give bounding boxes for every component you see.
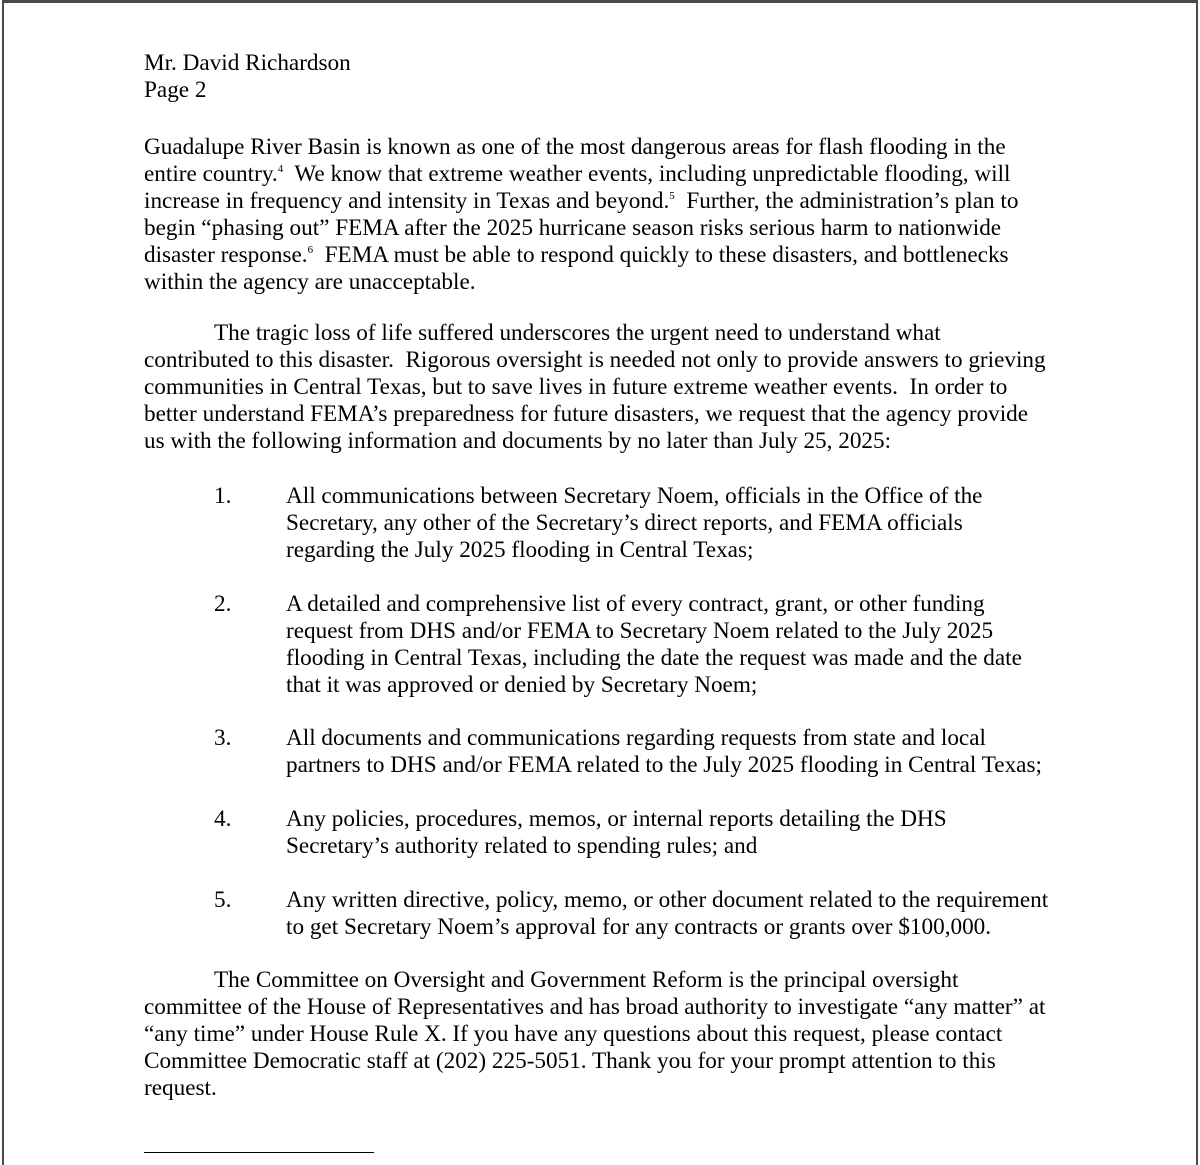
list-line: regarding the July 2025 flooding in Central Texas; — [286, 537, 754, 563]
list-text — [286, 591, 1022, 699]
list-text — [286, 483, 982, 564]
list-line: A detailed and comprehensive list of every contract, grant, or other funding — [286, 591, 985, 617]
list-line: Any written directive, policy, memo, or other document related to the requirement — [286, 887, 1049, 913]
footnote-ref-6: 6 — [307, 244, 314, 256]
paragraph-line: within the agency are unacceptable. — [144, 269, 476, 295]
list-text — [286, 725, 1042, 779]
paragraph-line: committee of the House of Representatives and has broad authority to investigate “any matter” at — [144, 994, 1046, 1020]
paragraph-line: The tragic loss of life suffered underscores the urgent need to understand what — [214, 320, 941, 346]
paragraph-line — [144, 242, 1064, 269]
paragraph-committee-authority — [144, 967, 1064, 1102]
text-run: increase in frequency and intensity in Texas and beyond. — [144, 188, 670, 214]
recipient-name: Mr. David Richardson — [144, 50, 351, 76]
list-text — [286, 806, 947, 860]
list-number: 5. — [214, 887, 232, 913]
list-line: partners to DHS and/or FEMA related to the July 2025 flooding in Central Texas; — [286, 752, 1042, 778]
paragraph-line: begin “phasing out” FEMA after the 2025 hurricane season risks serious harm to nationwide — [144, 215, 1002, 241]
paragraph-flood-risk — [144, 134, 1064, 296]
paragraph-line: us with the following information and documents by no later than July 25, 2025: — [144, 428, 892, 454]
list-number: 3. — [214, 725, 232, 751]
list-line: Any policies, procedures, memos, or internal reports detailing the DHS — [286, 806, 947, 832]
text-run: disaster response. — [144, 242, 308, 268]
paragraph-line: The Committee on Oversight and Government Reform is the principal oversight — [214, 967, 959, 993]
page-number: Page 2 — [144, 77, 207, 103]
paragraph-line: “any time” under House Rule X. If you have any questions about this request, please contact — [144, 1021, 1003, 1047]
list-line: to get Secretary Noem’s approval for any contracts or grants over $100,000. — [286, 914, 992, 940]
paragraph-line: request. — [144, 1075, 217, 1101]
list-line: Secretary, any other of the Secretary’s direct reports, and FEMA officials — [286, 510, 963, 536]
paragraph-line: Guadalupe River Basin is known as one of the most dangerous areas for flash flooding in the — [144, 134, 1006, 160]
list-line: All communications between Secretary Noem, officials in the Office of the — [286, 483, 983, 509]
paragraph-line: communities in Central Texas, but to save lives in future extreme weather events. In order to — [144, 374, 1008, 400]
paragraph-line: better understand FEMA’s preparedness for future disasters, we request that the agency provide — [144, 401, 1029, 427]
text-run: We know that extreme weather events, including unpredictable flooding, will — [283, 161, 1011, 187]
paragraph-line: contributed to this disaster. Rigorous oversight is needed not only to provide answers to grieving — [144, 347, 1046, 373]
paragraph-line: Committee Democratic staff at (202) 225-5051. Thank you for your prompt attention to this — [144, 1048, 996, 1074]
paragraph-request-intro — [144, 320, 1064, 455]
list-line: request from DHS and/or FEMA to Secretary Noem related to the July 2025 — [286, 618, 994, 644]
letter-header — [144, 50, 351, 104]
footnote-divider — [144, 1152, 374, 1153]
list-line: All documents and communications regarding requests from state and local — [286, 725, 986, 751]
list-line: that it was approved or denied by Secretary Noem; — [286, 672, 758, 698]
paragraph-line — [144, 161, 1064, 188]
footnote-ref-5: 5 — [669, 190, 675, 202]
list-text — [286, 887, 1048, 941]
footnote-ref-4: 4 — [277, 163, 284, 175]
document-page — [2, 0, 1198, 1165]
text-run: Further, the administration’s plan to — [674, 188, 1019, 214]
text-run: entire country. — [144, 161, 278, 187]
paragraph-line — [144, 188, 1064, 215]
text-run: FEMA must be able to respond quickly to these disasters, and bottlenecks — [313, 242, 1009, 268]
list-number: 1. — [214, 483, 232, 509]
list-line: Secretary’s authority related to spending rules; and — [286, 833, 758, 859]
list-number: 4. — [214, 806, 232, 832]
list-number: 2. — [214, 591, 232, 617]
list-line: flooding in Central Texas, including the date the request was made and the date — [286, 645, 1022, 671]
